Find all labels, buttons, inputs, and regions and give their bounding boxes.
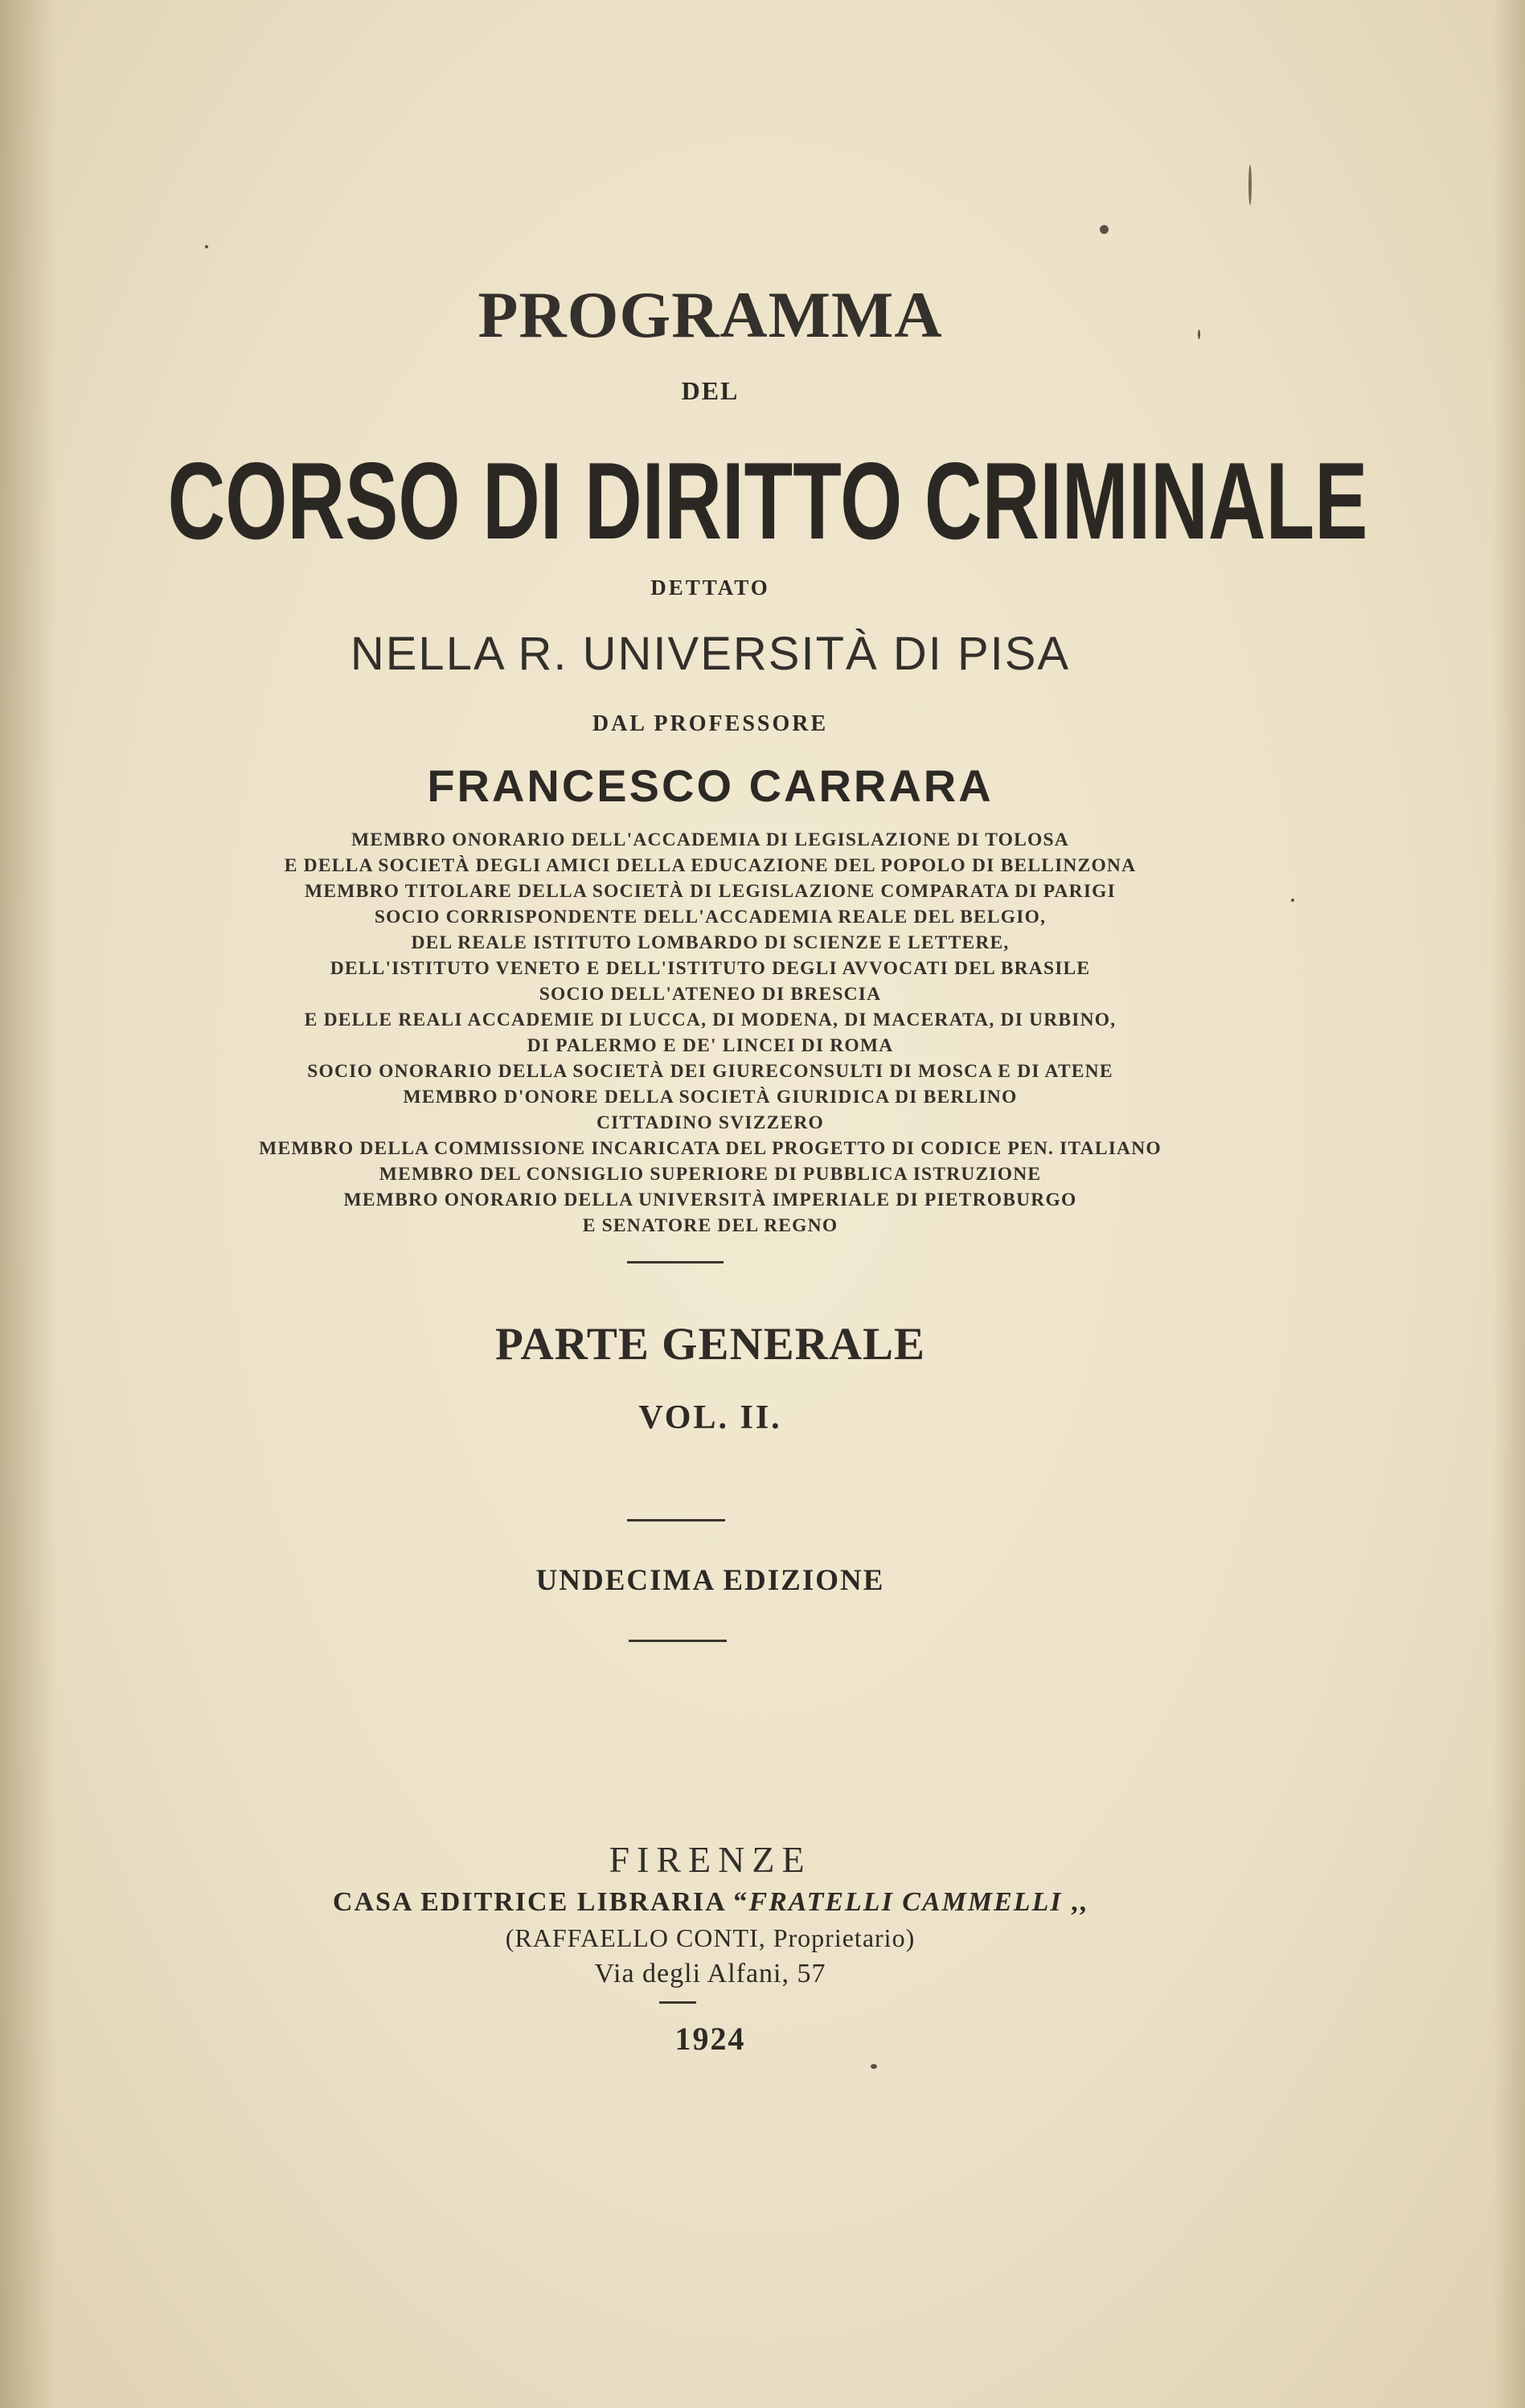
publisher-prefix: CASA EDITRICE LIBRARIA “ bbox=[332, 1887, 749, 1917]
page-edge-shadow-right bbox=[1493, 0, 1525, 2408]
credential-line: MEMBRO DELLA COMMISSIONE INCARICATA DEL PROGETTO DI CODICE PEN. ITALIANO bbox=[259, 1138, 1162, 1159]
credential-line: DEL REALE ISTITUTO LOMBARDO DI SCIENZE E LETTERE, bbox=[411, 932, 1010, 953]
imprint-publisher bbox=[0, 1887, 1473, 1918]
paper-speck bbox=[1198, 330, 1200, 339]
credential-line: CITTADINO SVIZZERO bbox=[596, 1112, 824, 1133]
credential-line: MEMBRO ONORARIO DELLA UNIVERSITÀ IMPERIALE DI PIETROBURGO bbox=[343, 1190, 1077, 1210]
credential-line: E DELLA SOCIETÀ DEGLI AMICI DELLA EDUCAZIONE DEL POPOLO DI BELLINZONA bbox=[284, 855, 1137, 876]
divider-rule bbox=[627, 1261, 724, 1263]
paper-speck bbox=[871, 2064, 877, 2069]
publisher-name: FRATELLI CAMMELLI bbox=[748, 1887, 1063, 1917]
part-title: PARTE GENERALE bbox=[494, 1319, 926, 1370]
imprint-city: FIRENZE bbox=[609, 1839, 812, 1880]
paper-speck bbox=[1248, 165, 1252, 205]
credential-line: MEMBRO TITOLARE DELLA SOCIETÀ DI LEGISLAZIONE COMPARATA DI PARIGI bbox=[304, 881, 1117, 902]
paper-speck bbox=[1100, 225, 1109, 234]
publisher-suffix: ,, bbox=[1062, 1887, 1088, 1917]
credential-line: SOCIO CORRISPONDENTE DELL'ACCADEMIA REALE DEL BELGIO, bbox=[374, 907, 1047, 928]
credential-line: E SENATORE DEL REGNO bbox=[582, 1215, 838, 1236]
credential-line: SOCIO ONORARIO DELLA SOCIETÀ DEI GIURECONSULTI DI MOSCA E DI ATENE bbox=[307, 1061, 1113, 1082]
title-del: DEL bbox=[681, 376, 740, 405]
credential-line: DELL'ISTITUTO VENETO E DELL'ISTITUTO DEGLI AVVOCATI DEL BRASILE bbox=[330, 958, 1091, 979]
title-programma: PROGRAMMA bbox=[478, 278, 943, 351]
imprint-year: 1924 bbox=[674, 2021, 746, 2057]
divider-rule bbox=[629, 1640, 727, 1642]
paper-speck bbox=[1291, 899, 1294, 902]
dal-professore-line: DAL PROFESSORE bbox=[592, 711, 829, 736]
credential-line: DI PALERMO E DE' LINCEI DI ROMA bbox=[527, 1035, 894, 1056]
credential-line: E DELLE REALI ACCADEMIE DI LUCCA, DI MODENA, DI MACERATA, DI URBINO, bbox=[304, 1009, 1117, 1030]
university-line: NELLA R. UNIVERSITÀ DI PISA bbox=[350, 628, 1071, 680]
credential-line: SOCIO DELL'ATENEO DI BRESCIA bbox=[539, 984, 882, 1005]
author-name: FRANCESCO CARRARA bbox=[427, 760, 994, 811]
imprint-owner: (RAFFAELLO CONTI, Proprietario) bbox=[505, 1923, 916, 1952]
paper-speck bbox=[205, 245, 208, 248]
credential-line: MEMBRO ONORARIO DELL'ACCADEMIA DI LEGISLAZIONE DI TOLOSA bbox=[351, 829, 1069, 850]
divider-rule bbox=[627, 1519, 725, 1521]
credential-line: MEMBRO DEL CONSIGLIO SUPERIORE DI PUBBLICA ISTRUZIONE bbox=[379, 1164, 1042, 1185]
volume-number: VOL. II. bbox=[638, 1399, 782, 1436]
divider-rule-short bbox=[659, 2001, 696, 2004]
title-dettato: DETTATO bbox=[650, 575, 770, 600]
imprint-address: Via degli Alfani, 57 bbox=[594, 1959, 826, 1988]
credential-line: MEMBRO D'ONORE DELLA SOCIETÀ GIURIDICA DI BERLINO bbox=[403, 1087, 1018, 1108]
edition-label: UNDECIMA EDIZIONE bbox=[535, 1564, 885, 1597]
main-title: CORSO DI DIRITTO CRIMINALE bbox=[167, 440, 1368, 562]
